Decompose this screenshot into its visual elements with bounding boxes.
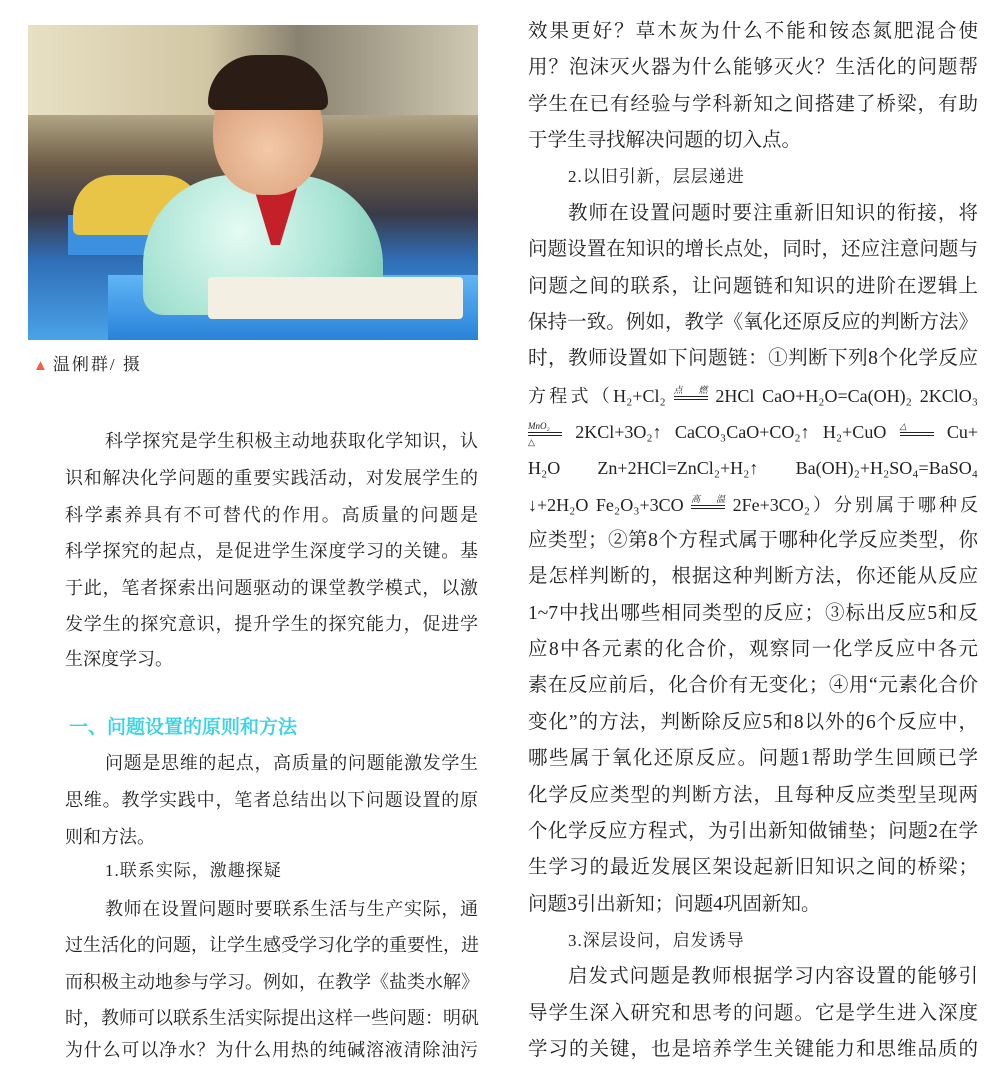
paragraph-line: 启发式问题是教师根据学习内容设置的能够引 — [568, 966, 978, 987]
paragraph-line: 1~7中找出哪些相同类型的反应；③标出反应5和反 — [528, 603, 978, 624]
paragraph-line: 问题设置在知识的增长点处，同时，还应注意问题与 — [528, 239, 978, 260]
paragraph-line: 科学素养具有不可替代的作用。高质量的问题是 — [65, 505, 478, 525]
photo-credit: 温俐群/ 摄 — [52, 355, 142, 374]
equation-line — [528, 453, 978, 483]
reaction-condition-sign — [691, 494, 725, 520]
equation-line — [528, 417, 978, 447]
section-heading: 一、问题设置的原则和方法 — [69, 716, 298, 738]
condition-top: 点燃 — [673, 384, 708, 395]
paragraph-line: 问题是思维的起点，高质量的问题能激发学生 — [105, 753, 478, 773]
condition-top: 高温 — [691, 493, 726, 504]
paragraph-line: 科学探究是学生积极主动地获取化学知识，认 — [105, 431, 478, 451]
paragraph-line: 生学习的最近发展区架设起新旧知识之间的桥梁； — [528, 857, 978, 878]
paragraph-line: 时，教师可以联系生活实际提出这样一些问题：明矾 — [65, 1008, 479, 1028]
equation-line — [528, 381, 978, 411]
reaction-condition-sign — [528, 421, 562, 447]
paragraph-line: 个化学反应方程式，为引出新知做铺垫；问题2在学 — [528, 821, 978, 842]
equation-text: ↓+2H₂O Fe₂O₃+3CO — [528, 495, 692, 515]
paragraph-line: 过生活化的问题，让学生感受学习化学的重要性，进 — [65, 935, 479, 955]
equation-text: 方程式（H₂+Cl₂ — [528, 386, 674, 406]
reaction-condition-sign — [900, 421, 934, 447]
equation-text: 2Fe+3CO₂）分别属于哪种反 — [725, 495, 978, 515]
condition-bottom — [900, 437, 934, 447]
paragraph-line: 教师在设置问题时要联系生活与生产实际，通 — [105, 899, 478, 919]
photo-book — [208, 277, 463, 319]
condition-top: △ — [899, 420, 907, 431]
condition-bottom — [674, 401, 708, 411]
paragraph-line: 时，教师设置如下问题链：①判断下列8个化学反应 — [528, 348, 978, 369]
reaction-condition-sign — [674, 385, 708, 411]
paragraph-line: 导学生深入研究和思考的问题。它是学生进入深度 — [528, 1003, 978, 1024]
paragraph-line: 是怎样判断的，根据这种判断方法，你还能从反应 — [528, 566, 978, 587]
paragraph-line: 学生在已有经验与学科新知之间搭建了桥梁，有助 — [528, 94, 978, 115]
paragraph-line: 为什么可以净水？为什么用热的纯碱溶液清除油污 — [65, 1040, 478, 1060]
double-bar — [528, 432, 562, 436]
subsection-heading: 3.深层设问，启发诱导 — [568, 931, 745, 950]
paragraph-line: 应类型；②第8个方程式属于哪种化学反应类型，你 — [528, 530, 978, 551]
paragraph-line: 素在反应前后，化合价有无变化；④用“元素化合价 — [528, 675, 978, 696]
equation-text: Cu+ — [933, 422, 978, 442]
condition-bottom — [691, 510, 725, 520]
paragraph-line: 用？泡沫灭火器为什么能够灭火？生活化的问题帮 — [528, 57, 978, 78]
paragraph-line: 生深度学习。 — [65, 649, 173, 669]
equation-text: H₂O Zn+2HCl=ZnCl₂+H₂↑ Ba(OH)₂+H₂SO₄=BaSO₄ — [528, 458, 978, 478]
paragraph-line: 思维。教学实践中，笔者总结出以下问题设置的原 — [65, 790, 478, 810]
triangle-marker-icon: ▲ — [33, 358, 50, 374]
paragraph-line: 应8中各元素的化合价，观察同一化学反应中各元 — [528, 639, 978, 660]
paragraph-line: 哪些属于氧化还原反应。问题1帮助学生回顾已学 — [528, 748, 978, 769]
paragraph-line: 问题之间的联系，让问题链和知识的进阶在逻辑上 — [528, 276, 978, 297]
paragraph-line: 而积极主动地参与学习。例如，在教学《盐类水解》 — [65, 972, 479, 992]
paragraph-line: 于学生寻找解决问题的切入点。 — [528, 130, 802, 151]
paragraph-line: 化学反应类型的判断方法，且每种反应类型呈现两 — [528, 785, 978, 806]
paragraph-line: 于此，笔者探索出问题驱动的课堂教学模式，以激 — [65, 578, 478, 598]
paragraph-line: 问题3引出新知；问题4巩固新知。 — [528, 894, 821, 915]
paragraph-line: 科学探究的起点，是促进学生深度学习的关键。基 — [65, 541, 478, 561]
condition-top: MnO₂ — [528, 420, 550, 431]
equation-text: 2HCl CaO+H₂O=Ca(OH)₂ 2KClO₃ — [707, 386, 978, 406]
paragraph-line: 保持一致。例如，教学《氧化还原反应的判断方法》 — [528, 312, 978, 333]
equation-line — [528, 490, 978, 520]
equation-text: 2KCl+3O₂↑ CaCO₃CaO+CO₂↑ H₂+CuO — [562, 422, 900, 442]
photo-caption — [33, 350, 142, 375]
paragraph-line: 教师在设置问题时要注重新旧知识的衔接，将 — [568, 203, 978, 224]
double-bar — [674, 396, 708, 400]
double-bar — [900, 432, 934, 436]
condition-bottom: △ — [528, 436, 535, 447]
paragraph-line: 变化”的方法，判断除反应5和8以外的6个反应中， — [528, 712, 978, 733]
subsection-heading: 1.联系实际，激趣探疑 — [105, 861, 282, 880]
classroom-photo — [28, 25, 478, 340]
paragraph-line: 学习的关键，也是培养学生关键能力和思维品质的 — [528, 1039, 978, 1060]
paragraph-line: 效果更好？草木灰为什么不能和铵态氮肥混合使 — [528, 21, 978, 42]
paragraph-line: 则和方法。 — [65, 827, 155, 847]
subsection-heading: 2.以旧引新，层层递进 — [568, 167, 745, 186]
double-bar — [691, 505, 725, 509]
paragraph-line: 发学生的探究意识，提升学生的探究能力，促进学 — [65, 614, 478, 634]
paragraph-line: 识和解决化学问题的重要实践活动，对发展学生的 — [65, 468, 478, 488]
